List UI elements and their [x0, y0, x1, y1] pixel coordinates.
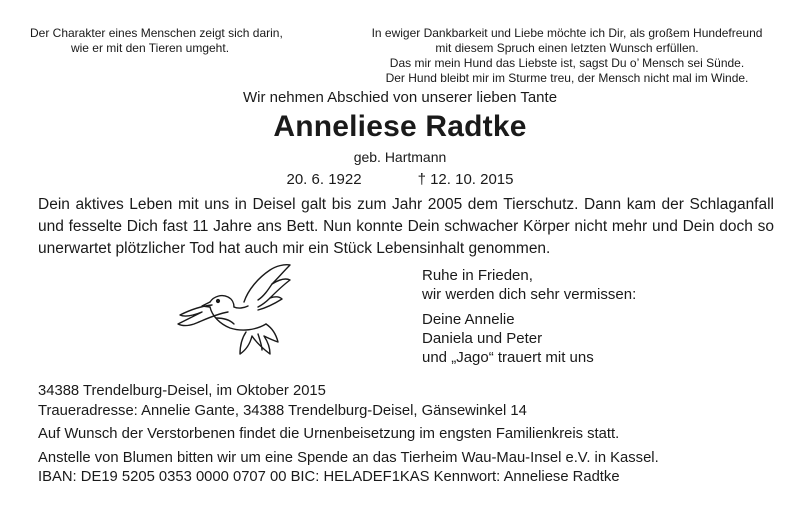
quote-right-line: In ewiger Dankbarkeit und Liebe möchte ich Dir, als großem Hundefreund [371, 26, 763, 40]
death-date: † 12. 10. 2015 [417, 171, 514, 188]
footer-block [38, 382, 778, 488]
signature-line: Daniela und Peter [422, 330, 543, 347]
signature-line: und „Jago“ trauert mit uns [422, 349, 594, 366]
obituary-text: Dein aktives Leben mit uns in Deisel galt bis zum Jahr 2005 dem Tierschutz. Dann kam der Schlaganfall und fesselte Dich fast 11 Jahre ans Bett. Nun konnte Dein schwacher Körper nicht mehr und Dein doch so unerwartet plötzlicher Tod hat auch mir ein Stück Lebensinhalt genommen. [38, 196, 774, 257]
quote-left-line: Der Charakter eines Menschen zeigt sich darin, [30, 26, 283, 40]
intro-line: Wir nehmen Abschied von unserer lieben Tante [242, 89, 558, 106]
quote-left [30, 26, 283, 56]
donation-note: Anstelle von Blumen bitten wir um eine Spende an das Tierheim Wau-Mau-Insel e.V. in Kassel. [38, 449, 659, 466]
quote-right-line: Das mir mein Hund das Liebste ist, sagst Du o’ Mensch sei Sünde. [389, 56, 745, 70]
dove-icon [172, 262, 298, 360]
signature-line: Deine Annelie [422, 311, 515, 328]
quote-right [358, 26, 776, 86]
farewell-line: wir werden dich sehr vermissen: [422, 286, 637, 303]
mourning-address: Traueradresse: Annelie Gante, 34388 Trendelburg-Deisel, Gänsewinkel 14 [38, 402, 527, 419]
farewell-block [422, 266, 782, 367]
deceased-name: Anneliese Radtke [273, 110, 527, 143]
quote-left-line: wie er mit den Tieren umgeht. [70, 41, 230, 55]
farewell-line: Ruhe in Frieden, [422, 267, 533, 284]
birth-date: 20. 6. 1922 [286, 171, 362, 188]
bank-details: IBAN: DE19 5205 0353 0000 0707 00 BIC: HELADEF1KAS Kennwort: Anneliese Radtke [38, 469, 620, 486]
maiden-name: geb. Hartmann [353, 149, 447, 165]
burial-note: Auf Wunsch der Verstorbenen findet die Urnenbeisetzung im engsten Familienkreis statt. [38, 426, 620, 443]
life-dates [0, 171, 800, 188]
quote-right-line: Der Hund bleibt mir im Sturme treu, der Mensch nicht mal im Winde. [385, 71, 749, 85]
quote-right-line: mit diesem Spruch einen letzten Wunsch erfüllen. [435, 41, 699, 55]
place-date: 34388 Trendelburg-Deisel, im Oktober 2015 [38, 383, 326, 399]
